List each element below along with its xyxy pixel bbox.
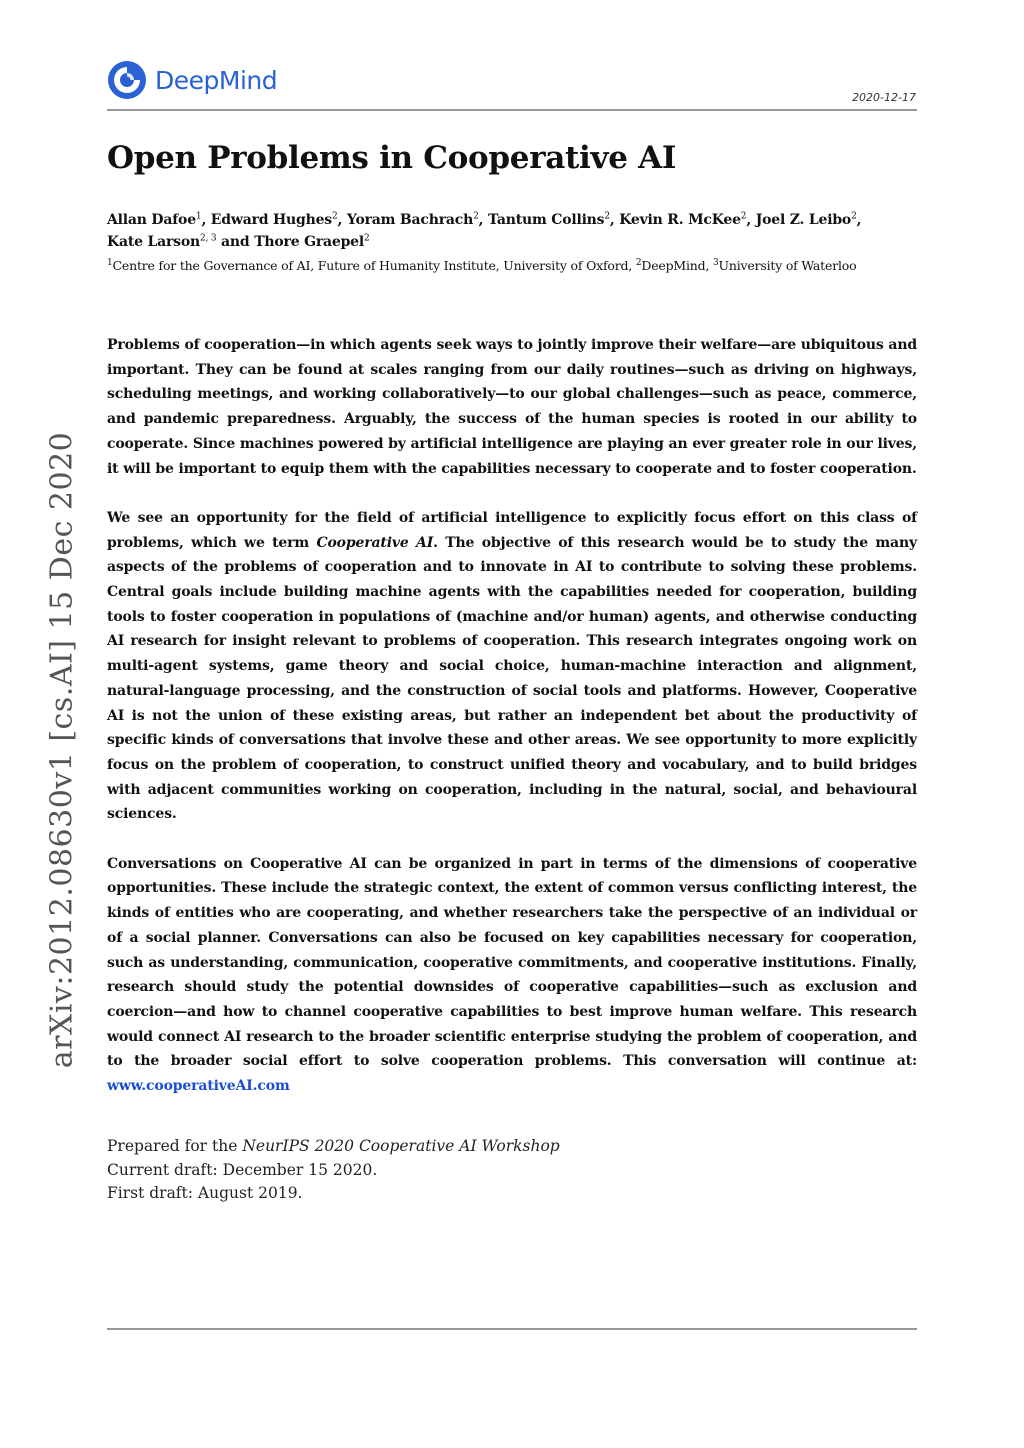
author-affil-sup: 2 (331, 211, 338, 222)
p2-text-b: . The objective of this research would be to study the many aspects of the problems of cooperation and to innovate in AI to contribute to solving these problems. Central goals include building machine agents with the capabilities needed for cooperation, building tools to foster cooperation in populations of (machine and/or human) agents, and otherwise conducting AI research for insight relevant to problems of cooperation. This research integrates ongoing work on multi-agent systems, game theory and social choice, human-machine interaction and alignment, natural-language processing, and the construction of social tools and platforms. However, Cooperative AI is not the union of these existing areas, but rather an independent bet about the productivity of specific kinds of conversations that involve these and other areas. We see opportunity to more explicitly focus on the problem of cooperation, to construct unified theory and vocabulary, and to build bridges with adjacent communities working on cooperation, including in the natural, social, and behavioural sciences. (107, 534, 917, 823)
header-divider (107, 109, 917, 111)
workshop-name: NeurIPS 2020 Cooperative AI Workshop (242, 1137, 560, 1155)
p2-emphasis: Cooperative AI (316, 534, 434, 551)
deepmind-logo-icon (107, 60, 147, 100)
author-affil-sup: 2 (740, 211, 747, 222)
affil-text: University of Waterloo (718, 258, 857, 273)
author-name: Kevin R. McKee (619, 212, 741, 228)
author-name: Edward Hughes (210, 212, 332, 228)
logo-text: DeepMind (155, 65, 278, 95)
paper-title: Open Problems in Cooperative AI (107, 140, 677, 176)
author-name: Allan Dafoe (107, 212, 196, 228)
prepared-prefix: Prepared for the (107, 1137, 238, 1155)
author-list: Allan Dafoe$^1$, Edward Hughes$^2$, Yoram Bachrach$^2$, Tantum Collins$^2$, Kevin R. McKee$^2$, Joel Z. Leibo$^2$, Kate Larson$^{2, 3}$ and Thore Graepel$^2$ (107, 211, 862, 250)
affil-text: DeepMind, (641, 258, 710, 273)
p3-text: Conversations on Cooperative AI can be organized in part in terms of the dimensions of cooperative opportunities. These include the strategic context, the extent of common versus conflicting interest, the kinds of entities who are cooperating, and whether researchers take the perspective of an individual or of a social planner. Conversations can also be focused on key capabilities necessary for cooperation, such as understanding, communication, cooperative commitments, and cooperative institutions. Finally, research should study the potential downsides of cooperative capabilities—such as exclusion and coercion—and how to channel cooperative capabilities to best improve human welfare. This research would connect AI research to the broader scientific enterprise studying the problem of cooperation, and to the broader social effort to solve cooperation problems. This conversation will continue at: (107, 855, 917, 1070)
author-name: Tantum Collins (487, 212, 605, 228)
footer-divider (107, 1328, 917, 1330)
first-draft-line: First draft: August 2019. (107, 1184, 303, 1202)
author-affil-sup: 2 (604, 211, 610, 222)
author-affil-sup: 2, 3 (199, 233, 217, 244)
current-draft-line: Current draft: December 15 2020. (107, 1160, 378, 1179)
author-affil-sup: 1 (195, 211, 202, 222)
abstract-paragraph-3 (107, 852, 917, 1099)
cooperative-ai-link[interactable]: www.cooperativeAI.com (107, 1078, 290, 1095)
abstract-paragraph-1: Problems of cooperation—in which agents seek ways to jointly improve their welfare—are ubiquitous and important. They can be found at scales ranging from our daily routines—such as driving on highways, scheduling meetings, and working collaboratively—to our global challenges—such as peace, commerce, and pandemic preparedness. Arguably, the success of the human species is rooted in our ability to cooperate. Since machines powered by artificial intelligence are playing an ever greater role in our lives, it will be important to equip them with the capabilities necessary to cooperate and to foster cooperation. (107, 337, 917, 477)
author-affil-sup: 2 (364, 233, 370, 244)
deepmind-logo (107, 60, 277, 100)
affil-sup: 2 (635, 257, 642, 268)
abstract (107, 333, 917, 1123)
affil-sup: 1 (107, 257, 113, 268)
paper-date: 2020-12-17 (852, 91, 916, 104)
abstract-paragraph-2 (107, 506, 917, 827)
author-name: Kate Larson (107, 234, 200, 250)
author-name: Joel Z. Leibo (755, 212, 852, 228)
draft-info (107, 1135, 560, 1206)
prepared-for-line (107, 1135, 560, 1159)
affiliations (107, 256, 867, 275)
affil-text: Centre for the Governance of AI, Future of Humanity Institute, University of Oxford, (112, 258, 633, 273)
author-name: Yoram Bachrach (346, 212, 474, 228)
arxiv-stamp: arXiv:2012.08630v1 [cs.AI] 15 Dec 2020 (44, 431, 80, 1069)
author-name: Thore Graepel (254, 234, 365, 250)
author-affil-sup: 2 (473, 211, 479, 222)
p2-text-a: We see an opportunity for the field of artificial intelligence to explicitly focus effort on this class of problems, which we term (107, 509, 917, 551)
author-affil-sup: 2 (851, 211, 857, 222)
affil-sup: 3 (713, 257, 719, 268)
and-word: and (221, 234, 250, 250)
